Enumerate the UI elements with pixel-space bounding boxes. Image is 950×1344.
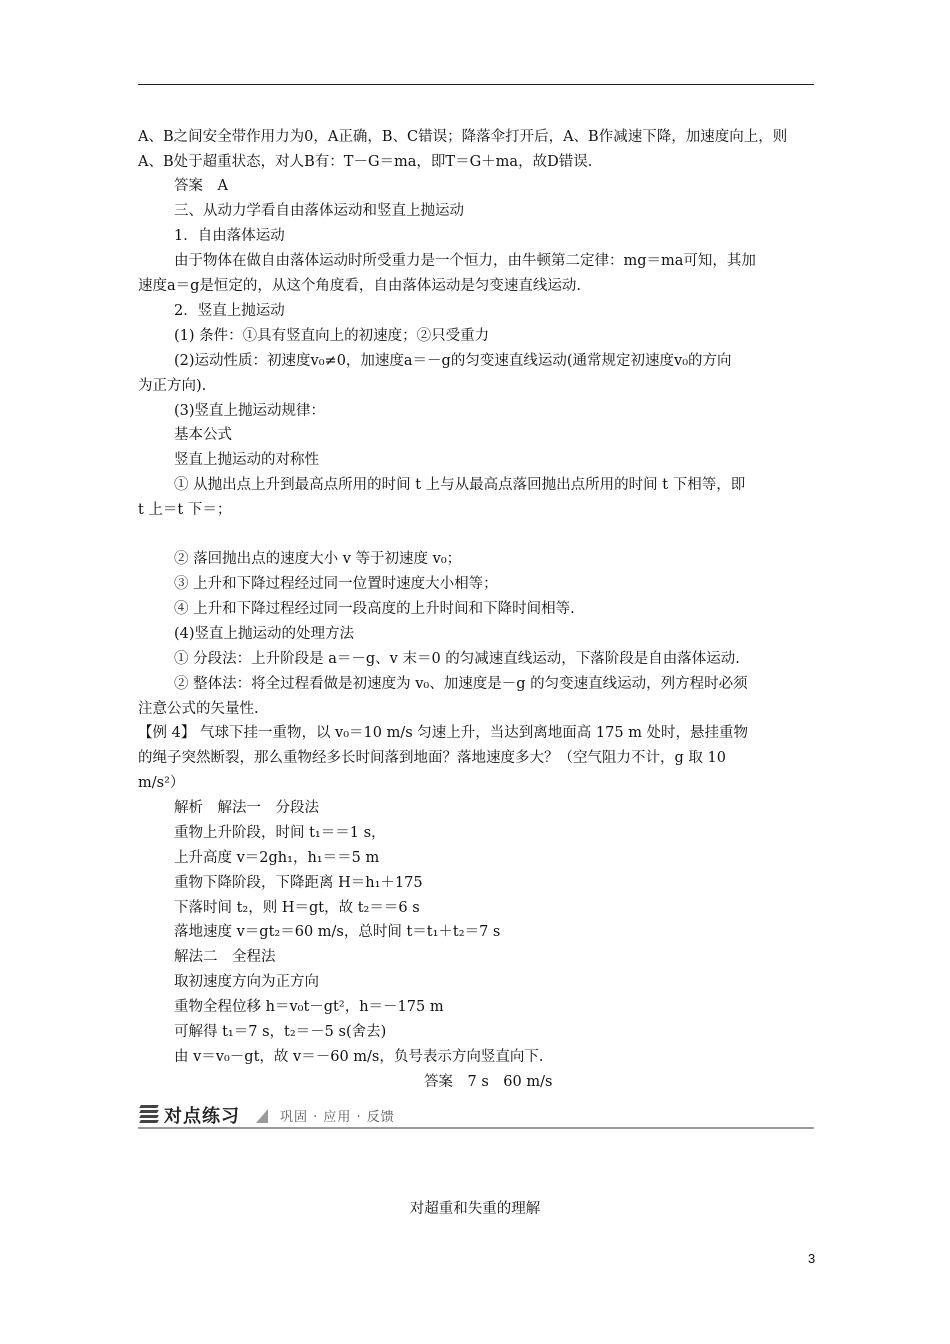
text-line: 可解得 t₁＝7 s，t₂＝－5 s(舍去) [174, 1024, 387, 1040]
text-line: 取初速度方向为正方向 [174, 974, 319, 990]
example-line: 【例 4】 气球下挂一重物，以 v₀＝10 m/s 匀速上升，当达到离地面高 175 m 处时，悬挂重物 [138, 725, 749, 741]
subsection-heading: 2．竖直上抛运动 [174, 303, 285, 319]
banner-rule [138, 1127, 814, 1129]
text-line: 由于物体在做自由落体运动时所受重力是一个恒力，由牛顿第二定律：mg＝ma可知，其加 [174, 253, 756, 269]
text-line: 为正方向). [138, 378, 207, 394]
text-line: 重物下降阶段，下降距离 H＝h₁＋175 [174, 875, 423, 891]
text-line: 上升高度 v＝2gh₁，h₁＝＝5 m [174, 850, 380, 866]
example-line: m/s²） [138, 775, 185, 791]
text-line: 解析 解法一 分段法 [174, 800, 319, 816]
text-line: ③ 上升和下降过程经过同一位置时速度大小相等； [174, 576, 498, 592]
text-line: (1) 条件：①具有竖直向上的初速度；②只受重力 [174, 328, 490, 344]
subsection-heading: 1．自由落体运动 [174, 228, 285, 244]
text-line: 下落时间 t₂，则 H＝gt，故 t₂＝＝6 s [174, 900, 420, 916]
text-line: ① 从抛出点上升到最高点所用的时间 t 上与从最高点落回抛出点所用的时间 t 下相等，即 [174, 477, 746, 493]
text-line: 落地速度 v＝gt₂＝60 m/s，总时间 t＝t₁＋t₂＝7 s [174, 924, 501, 940]
text-line: ② 落回抛出点的速度大小 v 等于初速度 v₀； [174, 551, 462, 567]
text-line: 答案 A [174, 178, 228, 194]
text-line: A、B处于超重状态，对人B有：T－G＝ma，即T＝G＋ma，故D错误. [138, 154, 593, 170]
banner-subtitle: 巩固 · 应用 · 反馈 [280, 1110, 395, 1125]
text-line: 基本公式 [174, 427, 232, 443]
section-heading: 对超重和失重的理解 [409, 1201, 541, 1217]
triangle-icon [256, 1109, 268, 1123]
text-line: (3)竖直上抛运动规律： [174, 403, 326, 419]
text-line: 速度a＝g是恒定的，从这个角度看，自由落体运动是匀变速直线运动. [138, 278, 582, 294]
text-line: ① 分段法：上升阶段是 a＝－g、v 末＝0 的匀减速直线运动，下落阶段是自由落体运动. [174, 651, 740, 667]
text-line: (2)运动性质：初速度v₀≠0，加速度a＝－g的匀变速直线运动(通常规定初速度v₀的方向 [174, 353, 732, 369]
text-line: A、B之间安全带作用力为0，A正确，B、C错误；降落伞打开后，A、B作减速下降，加速度向上，则 [138, 129, 788, 145]
text-line: 重物上升阶段，时间 t₁＝＝1 s， [174, 825, 386, 841]
text-line: 注意公式的矢量性. [138, 701, 259, 717]
stripes-icon [140, 1105, 158, 1125]
example-line: 的绳子突然断裂，那么重物经多长时间落到地面？落地速度多大？（空气阻力不计，g 取 10 [138, 750, 726, 766]
text-line: 解法二 全程法 [174, 949, 276, 965]
banner-title: 对点练习 [164, 1106, 240, 1127]
text-line: ④ 上升和下降过程经过同一段高度的上升时间和下降时间相等. [174, 601, 575, 617]
section-heading: 三、从动力学看自由落体运动和竖直上抛运动 [174, 203, 464, 219]
page-number: 3 [808, 1251, 816, 1266]
practice-banner [138, 1101, 814, 1131]
answer-line: 答案 7 s 60 m/s [424, 1074, 553, 1090]
text-line: 重物全程位移 h＝v₀t－gt²，h＝－175 m [174, 999, 444, 1015]
text-line: 竖直上抛运动的对称性 [174, 452, 319, 468]
text-line: 由 v＝v₀－gt，故 v＝－60 m/s，负号表示方向竖直向下. [174, 1049, 544, 1065]
header-rule [138, 84, 814, 85]
text-line: ② 整体法：将全过程看做是初速度为 v₀、加速度是－g 的匀变速直线运动，列方程时必须 [174, 676, 748, 692]
text-line: (4)竖直上抛运动的处理方法 [174, 626, 355, 642]
text-line: t 上＝t 下＝； [138, 502, 232, 518]
